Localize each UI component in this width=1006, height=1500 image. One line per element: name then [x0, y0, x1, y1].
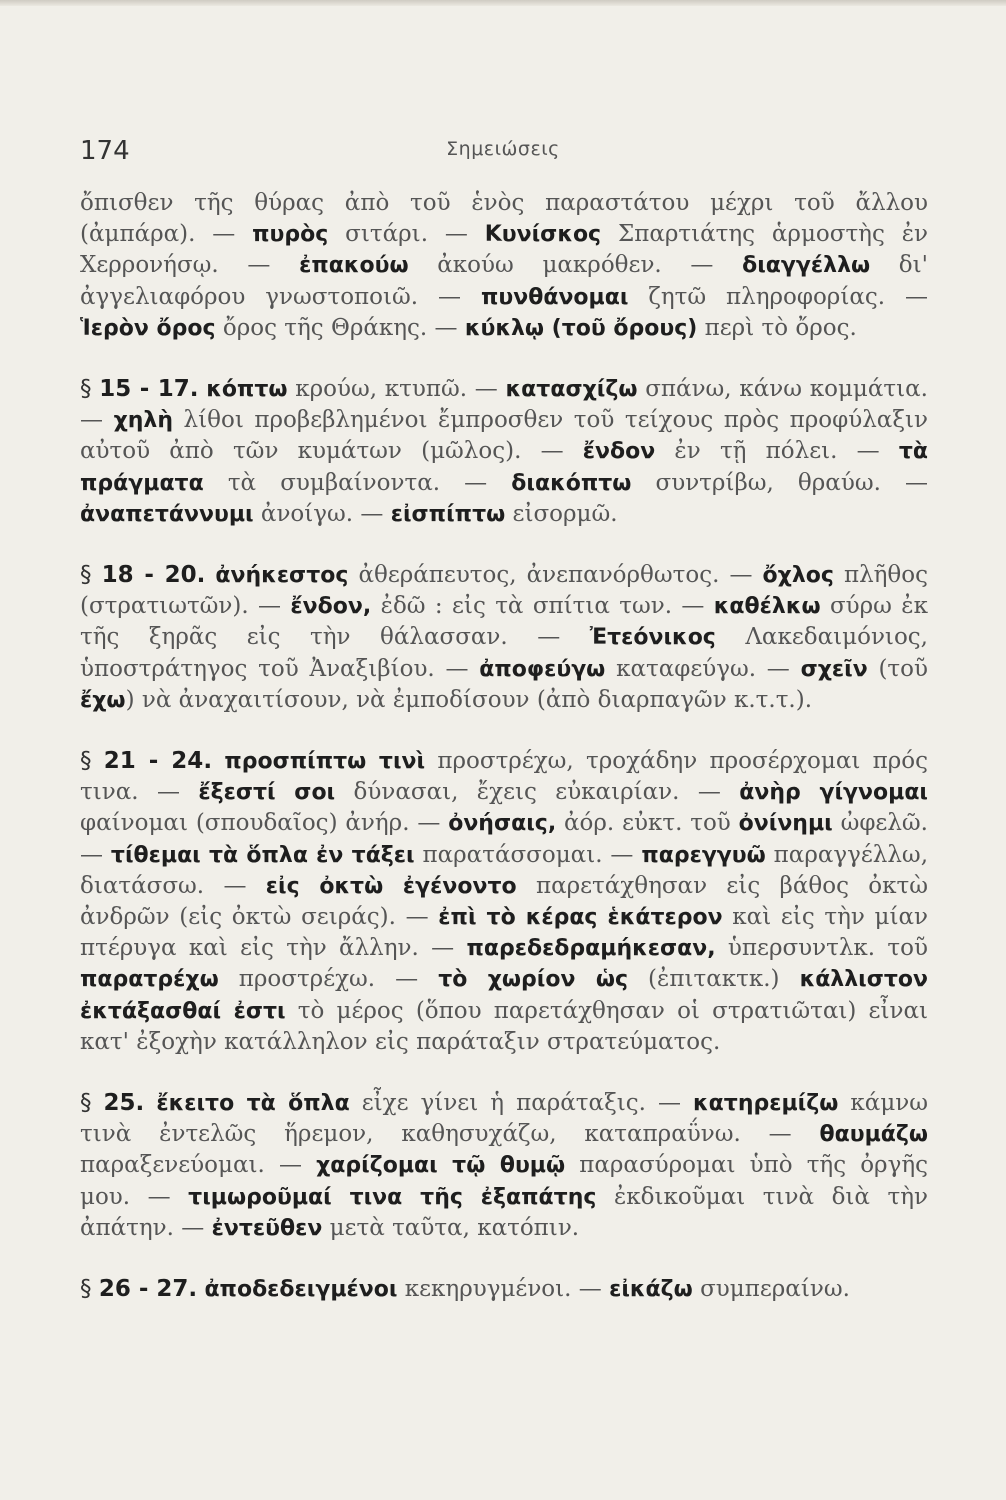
section-number: 21 - 24. — [103, 748, 213, 775]
headword: κάλλιστον ἐκτάξασθαί ἐστι — [80, 967, 928, 1024]
headword: τὰ πράγματα — [80, 439, 928, 496]
headword: Κυνίσκος — [484, 222, 602, 248]
gloss-text: δι' ἀγγελιαφόρου γνωστοποιῶ. — — [80, 252, 928, 310]
gloss-text: παραγγέλλω, διατάσσω. — — [80, 841, 929, 899]
running-head: Σημειώσεις — [446, 138, 560, 160]
section-number: 15 - 17. — [99, 376, 199, 403]
headword: καθέλκω — [713, 594, 821, 620]
notes-body — [80, 188, 928, 1335]
headword: ἔνδον — [582, 439, 656, 465]
note-paragraph — [80, 560, 928, 716]
headword: ἐπὶ τὸ κέρας ἑκάτερον — [438, 905, 723, 931]
gloss-text: ) νὰ ἀναχαιτίσουν, νὰ ἐμποδίσουν (ἀπὸ διαρπαγῶν κ.τ.τ.). — [125, 686, 813, 713]
headword: προσπίπτω τινὶ — [224, 749, 426, 775]
note-paragraph-continued — [80, 188, 928, 344]
gloss-text: προστρέχω, τροχάδην προσέρχομαι πρός τινα. — — [80, 748, 929, 806]
headword: Ἱερὸν ὄρος — [80, 315, 216, 341]
headword: ἐπακούω — [299, 253, 409, 279]
headword: τιμωροῦμαί τινα τῆς ἐξαπάτης — [188, 1184, 597, 1210]
gloss-text: σπάνω, κάνω κομμάτια. — — [80, 376, 928, 434]
section-number: 26 - 27. — [98, 1276, 198, 1303]
headword: ἀνὴρ γίγνομαι — [739, 780, 929, 806]
headword: ἔχω — [80, 687, 126, 713]
gloss-text: φαίνομαι (σπουδαῖος) ἀνήρ. — — [80, 810, 449, 837]
gloss-text: συντρίβω, θραύω. — — [631, 469, 928, 496]
gloss-text: ἀθεράπευτος, ἀνεπανόρθωτος. — — [348, 562, 763, 589]
note-paragraph — [80, 1274, 928, 1305]
headword: εἰσπίπτω — [390, 501, 506, 527]
gloss-text: (τοῦ — [867, 655, 928, 682]
gloss-text: ἐκδικοῦμαι τινὰ διὰ τὴν ἀπάτην. — — [80, 1183, 928, 1241]
headword: ἔκειτο τὰ ὅπλα — [156, 1091, 350, 1117]
page-number: 174 — [80, 136, 130, 166]
gloss-text: ἐδῶ : εἰς τὰ σπίτια των. — — [371, 593, 714, 620]
gloss-text: ἀκούω μακρόθεν. — — [408, 252, 743, 279]
gloss-text: κρούω, κτυπῶ. — — [287, 376, 506, 403]
headword: ἀποφεύγω — [479, 656, 606, 682]
headword: χαρίζομαι τῷ θυμῷ — [316, 1153, 566, 1179]
gloss-text: συμπεραίνω. — [692, 1276, 850, 1303]
gloss-text: τὸ μέρος (ὅπου παρετάχθησαν οἱ στρατιῶται) εἶναι κατ' ἐξοχὴν κατάλληλον εἰς παράταξιν στρατεύματος. — [80, 997, 928, 1055]
gloss-text: ὠφελῶ. — — [80, 810, 928, 868]
gloss-text: σιτάρι. — — [328, 221, 485, 248]
gloss-text: δύνασαι, ἔχεις εὐκαιρίαν. — — [335, 779, 740, 806]
section-number: 18 - 20. — [101, 562, 206, 589]
headword: θαυμάζω — [819, 1122, 928, 1148]
headword: σχεῖν — [800, 656, 868, 682]
gloss-text: ζητῶ πληροφορίας. — — [628, 283, 928, 310]
gloss-text: ἀνοίγω. — — [253, 500, 391, 527]
gloss-text: (ἐπιτακτκ.) — [628, 966, 800, 993]
headword: ὀνήσαις, — [448, 811, 557, 837]
headword: ὄχλος — [762, 563, 834, 589]
note-paragraph — [80, 746, 928, 1058]
headword: ἀνήκεστος — [215, 563, 349, 589]
headword: ἀναπετάννυμι — [80, 501, 254, 527]
headword: Ἐτεόνικος — [589, 625, 716, 651]
headword: διακόπτω — [511, 470, 632, 496]
headword: ἔξεστί σοι — [198, 780, 336, 806]
headword: ὀνίνημι — [738, 811, 833, 837]
gloss-text: παρετάχθησαν εἰς βάθος ὀκτὼ ἀνδρῶν (εἰς ὀκτὼ σειράς). — — [80, 872, 928, 931]
gloss-text: παρατάσσομαι. — — [414, 841, 642, 868]
headword: πυρὸς — [252, 222, 329, 248]
gloss-text: τὰ συμβαίνοντα. — — [203, 469, 512, 496]
headword: κόπτω — [206, 377, 288, 403]
headword: τίθεμαι τὰ ὅπλα ἐν τάξει — [110, 842, 415, 868]
section-sign: § — [80, 748, 92, 775]
gloss-text: πλῆθος (στρατιωτῶν). — — [80, 562, 929, 620]
section-sign: § — [80, 1276, 92, 1303]
headword: κύκλῳ (τοῦ ὄρους) — [464, 315, 698, 341]
headword: χηλὴ — [113, 408, 173, 434]
gloss-text: προστρέχω. — — [218, 966, 439, 993]
gloss-text: ἀόρ. εὐκτ. τοῦ — [556, 810, 739, 837]
note-paragraph — [80, 374, 928, 530]
gloss-text: λίθοι προβεβλημένοι ἔμπροσθεν τοῦ τείχους πρὸς προφύλαξιν αὐτοῦ ἀπὸ τῶν κυμάτων (μῶλος). — — [80, 407, 929, 465]
page-top-edge — [0, 0, 1006, 6]
headword: κατηρεμίζω — [693, 1091, 839, 1117]
headword: εἰκάζω — [609, 1277, 693, 1303]
gloss-text: κάμνω τινὰ ἐντελῶς ἥρεμον, καθησυχάζω, καταπραΰνω. — — [80, 1090, 929, 1148]
gloss-text: εἰσορμῶ. — [505, 500, 618, 527]
section-number: 25. — [103, 1090, 145, 1117]
note-paragraph — [80, 1088, 928, 1244]
section-sign: § — [80, 376, 92, 403]
gloss-text: καταφεύγω. — — [605, 655, 801, 682]
headword: διαγγέλλω — [742, 253, 871, 279]
headword: ἀποδεδειγμένοι — [204, 1277, 398, 1303]
gloss-text: σύρω ἐκ τῆς ξηρᾶς εἰς τὴν θάλασσαν. — — [80, 593, 928, 651]
gloss-text: εἶχε γίνει ἡ παράταξις. — — [349, 1090, 694, 1117]
gloss-text: ὄρος τῆς Θράκης. — — [215, 314, 465, 341]
gloss-text: ἐν τῇ πόλει. — — [655, 438, 899, 465]
gloss-text: καὶ εἰς τὴν μίαν πτέρυγα καὶ εἰς τὴν ἄλλην. — — [80, 904, 928, 962]
section-sign: § — [80, 1090, 92, 1117]
gloss-text: παρασύρομαι ὑπὸ τῆς ὀργῆς μου. — — [80, 1152, 928, 1210]
gloss-text: Λακεδαιμόνιος, ὑποστράτηγος τοῦ Ἀναξιβίου. — — [80, 624, 928, 682]
gloss-text: παραξενεύομαι. — — [80, 1152, 317, 1179]
section-sign: § — [80, 562, 92, 589]
gloss-text: ὑπερσυντλκ. τοῦ — [715, 935, 928, 962]
headword: πυνθάνομαι — [480, 284, 629, 310]
headword: κατασχίζω — [505, 377, 638, 403]
headword: παρεδεδραμήκεσαν, — [466, 936, 716, 962]
gloss-text: ὄπισθεν τῆς θύρας ἀπὸ τοῦ ἑνὸς παραστάτου μέχρι τοῦ ἄλλου (ἀμπάρα). — — [80, 190, 928, 248]
gloss-text: περὶ τὸ ὄρος. — [697, 314, 857, 341]
headword: εἰς ὀκτὼ ἐγένοντο — [265, 873, 517, 899]
gloss-text: κεκηρυγμένοι. — — [397, 1276, 610, 1303]
headword: ἐντεῦθεν — [211, 1215, 323, 1241]
headword: παρεγγυῶ — [641, 842, 766, 868]
headword: παρατρέχω — [80, 967, 219, 993]
gloss-text: μετὰ ταῦτα, κατόπιν. — [322, 1214, 580, 1241]
gloss-text: Σπαρτιάτης ἁρμοστὴς ἐν Χερρονήσῳ. — — [80, 221, 929, 279]
headword: ἔνδον, — [290, 594, 372, 620]
headword: τὸ χωρίον ὡς — [438, 967, 629, 993]
